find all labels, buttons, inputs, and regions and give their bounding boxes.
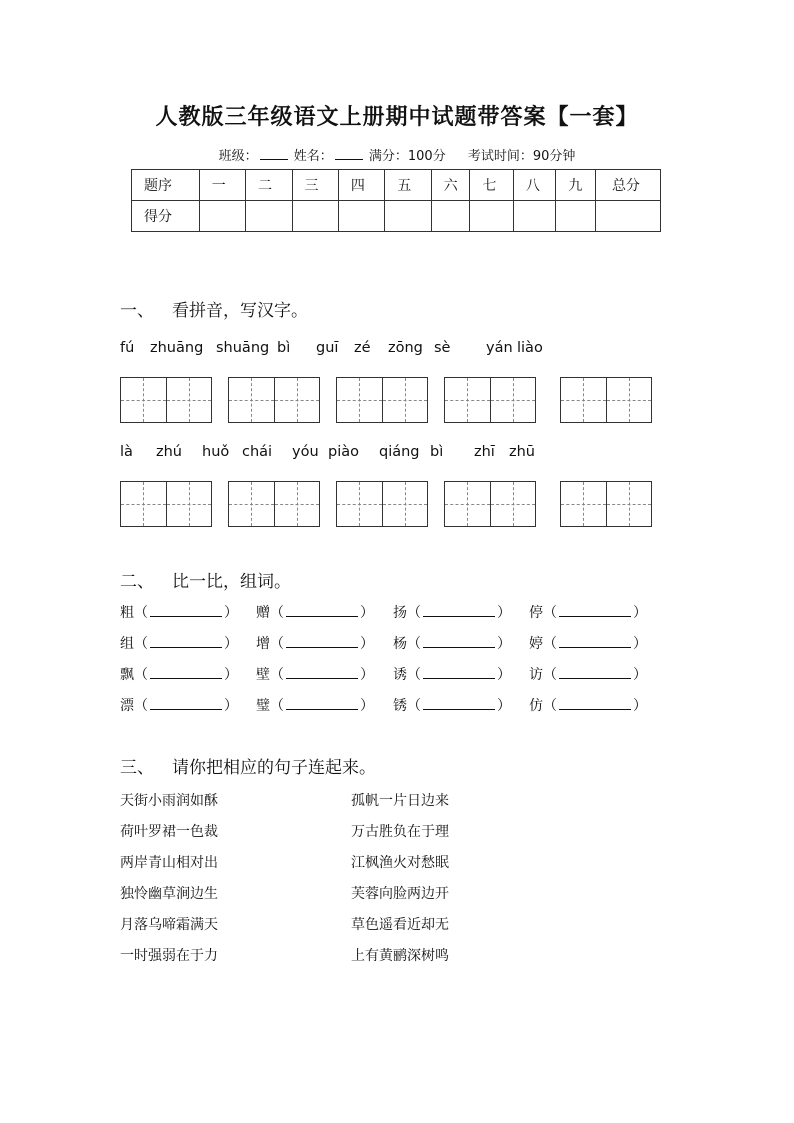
compare-item: 访（ ）	[529, 667, 647, 683]
pinyin: zhuāng	[150, 340, 204, 356]
pinyin: shuāng	[216, 340, 270, 356]
compare-item: 粗（ ）	[120, 605, 238, 621]
score-cell[interactable]	[385, 201, 431, 232]
match-row	[120, 821, 620, 852]
compare-char: 组	[120, 636, 134, 652]
score-header-cell: 二	[246, 170, 292, 201]
compare-char: 璧	[256, 698, 270, 714]
compare-item: 扬（ ）	[393, 605, 511, 621]
score-cell[interactable]	[556, 201, 596, 232]
right-sentence[interactable]: 草色遥看近却无	[351, 917, 449, 933]
score-cell[interactable]	[199, 201, 245, 232]
score-header-cell: 一	[199, 170, 245, 201]
answer-blank[interactable]	[150, 603, 222, 617]
compare-char: 壁	[256, 667, 270, 683]
section2-number: 二、	[120, 572, 154, 592]
answer-blank[interactable]	[286, 665, 358, 679]
compare-item: 赠（ ）	[256, 605, 374, 621]
pinyin: yán	[486, 340, 513, 356]
name-label: 姓名：	[293, 149, 333, 164]
section2-heading	[120, 567, 291, 592]
section1-heading	[120, 296, 308, 321]
writing-grid[interactable]	[444, 481, 536, 527]
score-row-label: 得分	[132, 201, 200, 232]
pinyin: huǒ	[202, 444, 230, 460]
compare-item: 壁（ ）	[256, 667, 374, 683]
writing-grid[interactable]	[228, 481, 320, 527]
score-header-cell: 六	[431, 170, 470, 201]
right-sentence[interactable]: 孤帆一片日边来	[351, 793, 449, 809]
pinyin: bì	[277, 340, 291, 356]
compare-char: 锈	[393, 698, 407, 714]
left-sentence[interactable]: 一时强弱在于力	[120, 948, 218, 964]
score-header-cell: 总分	[595, 170, 660, 201]
match-row	[120, 790, 620, 821]
answer-blank[interactable]	[150, 634, 222, 648]
answer-blank[interactable]	[423, 634, 495, 648]
score-cell[interactable]	[595, 201, 660, 232]
score-header-cell: 七	[470, 170, 513, 201]
compare-char: 婷	[529, 636, 543, 652]
compare-item: 飘（ ）	[120, 667, 238, 683]
compare-item: 组（ ）	[120, 636, 238, 652]
name-blank[interactable]	[335, 147, 363, 160]
answer-blank[interactable]	[423, 603, 495, 617]
writing-grid[interactable]	[120, 481, 212, 527]
left-sentence[interactable]: 荷叶罗裙一色裁	[120, 824, 218, 840]
compare-row	[120, 633, 680, 664]
pinyin: guī	[316, 340, 339, 356]
score-cell[interactable]	[431, 201, 470, 232]
score-cell[interactable]	[338, 201, 384, 232]
score-table-row	[132, 201, 661, 232]
score-header-cell: 五	[385, 170, 431, 201]
compare-item: 停（ ）	[529, 605, 647, 621]
right-sentence[interactable]: 芙蓉向脸两边开	[351, 886, 449, 902]
score-cell[interactable]	[470, 201, 513, 232]
left-sentence[interactable]: 天街小雨润如酥	[120, 793, 218, 809]
compare-char: 杨	[393, 636, 407, 652]
compare-item: 婷（ ）	[529, 636, 647, 652]
compare-item: 杨（ ）	[393, 636, 511, 652]
score-header-cell: 四	[338, 170, 384, 201]
pinyin: liào	[517, 340, 543, 356]
compare-char: 增	[256, 636, 270, 652]
section1-number: 一、	[120, 301, 154, 321]
left-sentence[interactable]: 月落乌啼霜满天	[120, 917, 218, 933]
match-row	[120, 883, 620, 914]
answer-blank[interactable]	[559, 634, 631, 648]
compare-item: 仿（ ）	[529, 698, 647, 714]
answer-blank[interactable]	[559, 665, 631, 679]
pinyin: zé	[354, 340, 371, 356]
writing-grid[interactable]	[560, 377, 652, 423]
pinyin: zōng	[388, 340, 423, 356]
answer-blank[interactable]	[286, 696, 358, 710]
right-sentence[interactable]: 江枫渔火对愁眠	[351, 855, 449, 871]
writing-grid[interactable]	[336, 377, 428, 423]
exam-time: 考试时间：90分钟	[467, 149, 576, 164]
pinyin: fú	[120, 340, 135, 356]
compare-char: 访	[529, 667, 543, 683]
page-title: 人教版三年级语文上册期中试题带答案【一套】	[155, 104, 639, 130]
full-score: 满分：100分	[368, 149, 446, 164]
section1-title: 看拼音，写汉字。	[172, 301, 308, 321]
section3-number: 三、	[120, 758, 154, 778]
answer-blank[interactable]	[150, 665, 222, 679]
writing-grid[interactable]	[560, 481, 652, 527]
compare-char: 仿	[529, 698, 543, 714]
compare-char: 停	[529, 605, 543, 621]
score-header-cell: 题序	[132, 170, 200, 201]
compare-row	[120, 664, 680, 695]
compare-item: 璧（ ）	[256, 698, 374, 714]
class-label: 班级：	[218, 149, 258, 164]
writing-grid[interactable]	[120, 377, 212, 423]
writing-grid[interactable]	[228, 377, 320, 423]
compare-char: 赠	[256, 605, 270, 621]
class-blank[interactable]	[260, 147, 288, 160]
compare-item: 诱（ ）	[393, 667, 511, 683]
pinyin: zhū	[509, 444, 535, 460]
compare-item: 漂（ ）	[120, 698, 238, 714]
compare-char: 扬	[393, 605, 407, 621]
score-header-cell: 八	[513, 170, 556, 201]
match-row	[120, 852, 620, 883]
writing-grid[interactable]	[336, 481, 428, 527]
compare-char: 飘	[120, 667, 134, 683]
left-sentence[interactable]: 独怜幽草涧边生	[120, 886, 218, 902]
score-table	[131, 169, 661, 232]
score-cell[interactable]	[513, 201, 556, 232]
compare-char: 粗	[120, 605, 134, 621]
right-sentence[interactable]: 万古胜负在于理	[351, 824, 449, 840]
answer-blank[interactable]	[423, 665, 495, 679]
compare-row	[120, 602, 680, 633]
pinyin: là	[120, 444, 133, 460]
compare-char: 诱	[393, 667, 407, 683]
writing-grid[interactable]	[444, 377, 536, 423]
score-cell[interactable]	[246, 201, 292, 232]
score-cell[interactable]	[292, 201, 338, 232]
pinyin: bì	[430, 444, 444, 460]
pinyin: zhú	[156, 444, 182, 460]
pinyin: zhī	[474, 444, 495, 460]
answer-blank[interactable]	[286, 634, 358, 648]
pinyin: sè	[434, 340, 451, 356]
answer-blank[interactable]	[286, 603, 358, 617]
pinyin: qiáng	[379, 444, 420, 460]
pinyin: yóu	[292, 444, 319, 460]
word-compare-grid	[120, 602, 680, 726]
score-header-cell: 九	[556, 170, 596, 201]
answer-blank[interactable]	[559, 603, 631, 617]
match-row	[120, 914, 620, 945]
compare-item: 锈（ ）	[393, 698, 511, 714]
score-table-header	[132, 170, 661, 201]
pinyin: piào	[328, 444, 359, 460]
sentence-matching	[120, 790, 620, 976]
left-sentence[interactable]: 两岸青山相对出	[120, 855, 218, 871]
right-sentence[interactable]: 上有黄鹂深树鸣	[351, 948, 449, 964]
match-row	[120, 945, 620, 976]
compare-row	[120, 695, 680, 726]
answer-blank[interactable]	[150, 696, 222, 710]
section3-title: 请你把相应的句子连起来。	[172, 758, 376, 778]
answer-blank[interactable]	[559, 696, 631, 710]
compare-char: 漂	[120, 698, 134, 714]
pinyin: chái	[242, 444, 273, 460]
section2-title: 比一比，组词。	[172, 572, 291, 592]
section3-heading	[120, 753, 376, 778]
compare-item: 增（ ）	[256, 636, 374, 652]
score-header-cell: 三	[292, 170, 338, 201]
answer-blank[interactable]	[423, 696, 495, 710]
exam-info	[0, 145, 794, 164]
